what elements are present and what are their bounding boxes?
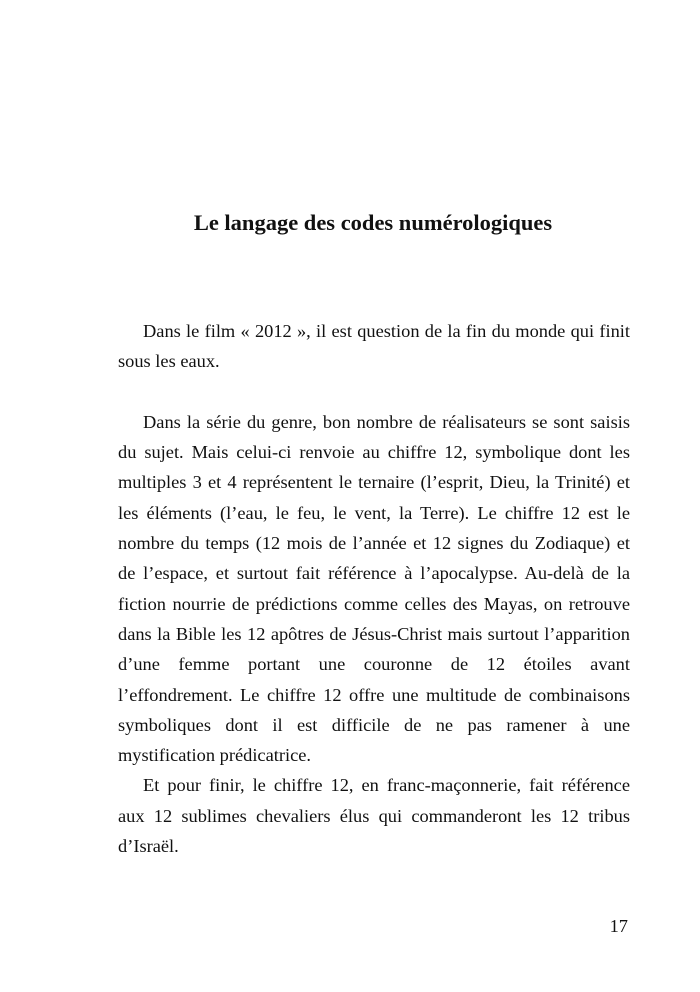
paragraph-3: Et pour finir, le chiffre 12, en franc-maçonnerie, fait référence aux 12 sublimes chevaliers élus qui commanderont les 12 tribus d’Israël. [118,775,630,857]
chapter-title: Le langage des codes numérologiques [193,210,553,235]
paragraph-1: Dans le film « 2012 », il est question de la fin du monde qui finit sous les eaux. [118,321,630,372]
paragraph-2: Dans la série du genre, bon nombre de réalisateurs se sont saisis du sujet. Mais celui-ci renvoie au chiffre 12, symbolique dont les multiples 3 et 4 représentent le ternaire (l’esprit, Dieu, la Trinité) et les éléments (l’eau, le feu, le vent, la Terre). Le chiffre 12 est le nombre du temps (12 mois de l’année et 12 signes du Zodiaque) et de l’espace, et surtout fait référence à l’apocalypse. Au-delà de la fiction nourrie de prédictions comme celles des Mayas, on retrouve dans la Bible les 12 apôtres de Jésus-Christ mais surtout l’apparition d’une femme portant une couronne de 12 étoiles avant l’effondrement. Le chiffre 12 offre une multitude de combinaisons symboliques dont il est difficile de ne pas ramener à une mystification prédicatrice. [118,411,630,766]
page-number: 17 [609,916,628,936]
body-text [118,316,630,861]
